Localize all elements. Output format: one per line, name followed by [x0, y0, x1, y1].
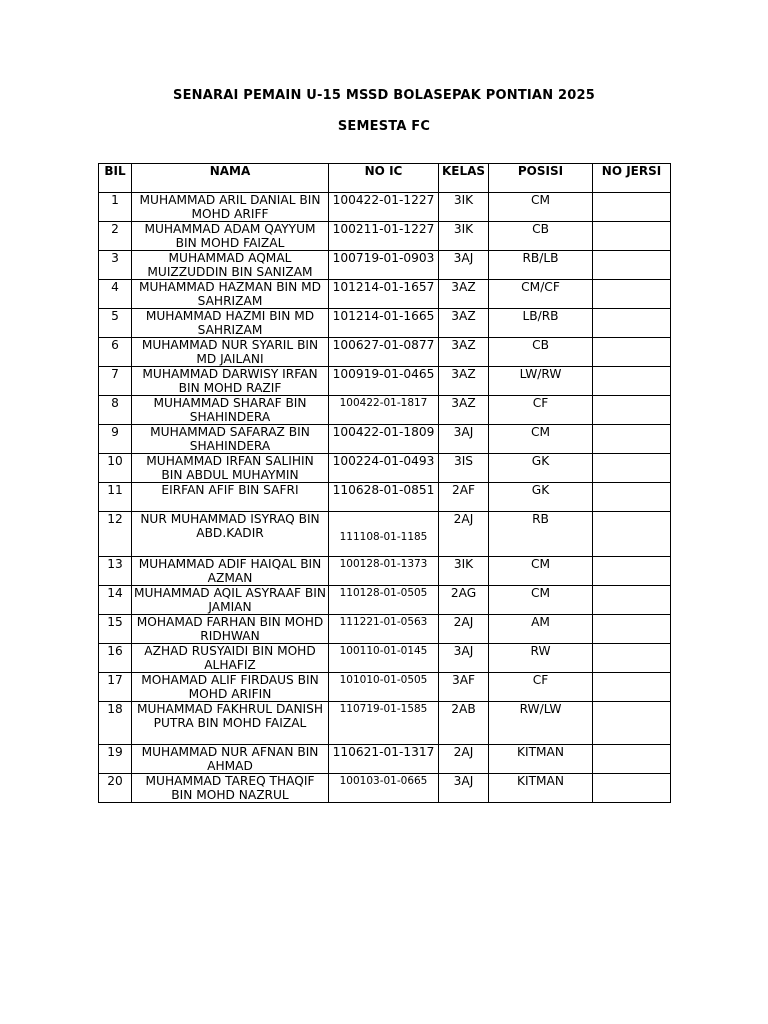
player-roster-table: [98, 163, 671, 803]
cell-nama: AZHAD RUSYAIDI BIN MOHD ALHAFIZ: [132, 644, 329, 673]
table-header-row: [99, 164, 671, 193]
cell-bil: 7: [99, 367, 132, 396]
cell-kelas: 3IK: [439, 222, 489, 251]
cell-posisi: RB/LB: [489, 251, 593, 280]
cell-bil: 2: [99, 222, 132, 251]
cell-kelas: 2AJ: [439, 745, 489, 774]
cell-bil: 17: [99, 673, 132, 702]
cell-kelas: 3IS: [439, 454, 489, 483]
cell-no-jersi: [593, 774, 671, 803]
cell-no-ic: 101214-01-1657: [329, 280, 439, 309]
cell-kelas: 2AG: [439, 586, 489, 615]
cell-posisi: CB: [489, 222, 593, 251]
header-nama: NAMA: [132, 164, 329, 193]
cell-no-jersi: [593, 512, 671, 557]
table-row: [99, 512, 671, 557]
cell-posisi: KITMAN: [489, 774, 593, 803]
table-row: [99, 673, 671, 702]
cell-kelas: 3AZ: [439, 338, 489, 367]
cell-kelas: 3AJ: [439, 774, 489, 803]
cell-kelas: 3AF: [439, 673, 489, 702]
cell-bil: 16: [99, 644, 132, 673]
cell-nama: MUHAMMAD AQMAL MUIZZUDDIN BIN SANIZAM: [132, 251, 329, 280]
table-row: [99, 338, 671, 367]
cell-no-ic: 101010-01-0505: [329, 673, 439, 702]
cell-nama: MUHAMMAD ARIL DANIAL BIN MOHD ARIFF: [132, 193, 329, 222]
cell-nama: EIRFAN AFIF BIN SAFRI: [132, 483, 329, 512]
cell-no-ic: 100110-01-0145: [329, 644, 439, 673]
cell-kelas: 3AZ: [439, 367, 489, 396]
table-row: [99, 702, 671, 745]
table-row: [99, 454, 671, 483]
cell-no-jersi: [593, 222, 671, 251]
table-row: [99, 396, 671, 425]
cell-no-ic: 110621-01-1317: [329, 745, 439, 774]
cell-no-jersi: [593, 454, 671, 483]
cell-no-jersi: [593, 280, 671, 309]
cell-kelas: 3AJ: [439, 425, 489, 454]
header-no-ic: NO IC: [329, 164, 439, 193]
table-row: [99, 483, 671, 512]
cell-no-ic: 100224-01-0493: [329, 454, 439, 483]
cell-kelas: 2AJ: [439, 512, 489, 557]
cell-bil: 10: [99, 454, 132, 483]
cell-no-ic: 100719-01-0903: [329, 251, 439, 280]
cell-posisi: RB: [489, 512, 593, 557]
cell-nama: MUHAMMAD NUR AFNAN BIN AHMAD: [132, 745, 329, 774]
cell-bil: 3: [99, 251, 132, 280]
cell-posisi: CM/CF: [489, 280, 593, 309]
table-row: [99, 774, 671, 803]
cell-nama: MUHAMMAD IRFAN SALIHIN BIN ABDUL MUHAYMIN: [132, 454, 329, 483]
table-row: [99, 425, 671, 454]
cell-bil: 8: [99, 396, 132, 425]
table-row: [99, 193, 671, 222]
cell-nama: MUHAMMAD HAZMI BIN MD SAHRIZAM: [132, 309, 329, 338]
cell-no-ic: 110719-01-1585: [329, 702, 439, 745]
table-row: [99, 586, 671, 615]
cell-nama: MUHAMMAD FAKHRUL DANISH PUTRA BIN MOHD FAIZAL: [132, 702, 329, 745]
cell-no-jersi: [593, 615, 671, 644]
cell-posisi: KITMAN: [489, 745, 593, 774]
cell-bil: 14: [99, 586, 132, 615]
cell-bil: 6: [99, 338, 132, 367]
cell-posisi: GK: [489, 483, 593, 512]
team-name: SEMESTA FC: [337, 119, 431, 134]
cell-no-ic: 100128-01-1373: [329, 557, 439, 586]
cell-bil: 12: [99, 512, 132, 557]
cell-nama: MUHAMMAD HAZMAN BIN MD SAHRIZAM: [132, 280, 329, 309]
cell-posisi: CM: [489, 557, 593, 586]
header-posisi: POSISI: [489, 164, 593, 193]
cell-kelas: 3AJ: [439, 251, 489, 280]
header-kelas: KELAS: [439, 164, 489, 193]
cell-no-jersi: [593, 251, 671, 280]
table-row: [99, 644, 671, 673]
cell-no-jersi: [593, 396, 671, 425]
document-title: SENARAI PEMAIN U-15 MSSD BOLASEPAK PONTIAN 2025: [173, 88, 595, 103]
cell-nama: MUHAMMAD ADAM QAYYUM BIN MOHD FAIZAL: [132, 222, 329, 251]
header-bil: BIL: [99, 164, 132, 193]
table-row: [99, 222, 671, 251]
cell-nama: MOHAMAD FARHAN BIN MOHD RIDHWAN: [132, 615, 329, 644]
cell-bil: 1: [99, 193, 132, 222]
cell-no-ic: 100422-01-1809: [329, 425, 439, 454]
cell-bil: 5: [99, 309, 132, 338]
cell-kelas: 3AZ: [439, 309, 489, 338]
cell-posisi: LW/RW: [489, 367, 593, 396]
table-row: [99, 367, 671, 396]
cell-kelas: 3AZ: [439, 396, 489, 425]
cell-no-jersi: [593, 367, 671, 396]
cell-no-jersi: [593, 673, 671, 702]
cell-no-jersi: [593, 702, 671, 745]
cell-posisi: CM: [489, 193, 593, 222]
cell-no-jersi: [593, 193, 671, 222]
cell-posisi: RW: [489, 644, 593, 673]
cell-no-ic: 100919-01-0465: [329, 367, 439, 396]
cell-no-jersi: [593, 338, 671, 367]
table-row: [99, 280, 671, 309]
cell-no-ic: 100422-01-1227: [329, 193, 439, 222]
cell-bil: 20: [99, 774, 132, 803]
cell-nama: MUHAMMAD SAFARAZ BIN SHAHINDERA: [132, 425, 329, 454]
cell-posisi: CM: [489, 425, 593, 454]
cell-no-jersi: [593, 425, 671, 454]
table-row: [99, 309, 671, 338]
cell-nama: MOHAMAD ALIF FIRDAUS BIN MOHD ARIFIN: [132, 673, 329, 702]
cell-no-ic: 100103-01-0665: [329, 774, 439, 803]
cell-bil: 9: [99, 425, 132, 454]
cell-no-ic: 111221-01-0563: [329, 615, 439, 644]
cell-kelas: 2AF: [439, 483, 489, 512]
cell-kelas: 2AB: [439, 702, 489, 745]
cell-nama: NUR MUHAMMAD ISYRAQ BIN ABD.KADIR: [132, 512, 329, 557]
cell-nama: MUHAMMAD ADIF HAIQAL BIN AZMAN: [132, 557, 329, 586]
cell-nama: MUHAMMAD AQIL ASYRAAF BIN JAMIAN: [132, 586, 329, 615]
cell-bil: 15: [99, 615, 132, 644]
cell-bil: 13: [99, 557, 132, 586]
cell-bil: 19: [99, 745, 132, 774]
cell-kelas: 3AZ: [439, 280, 489, 309]
cell-no-ic: 111108-01-1185: [329, 512, 439, 557]
cell-no-jersi: [593, 309, 671, 338]
cell-no-ic: 101214-01-1665: [329, 309, 439, 338]
cell-no-jersi: [593, 557, 671, 586]
cell-kelas: 3IK: [439, 193, 489, 222]
cell-no-jersi: [593, 586, 671, 615]
cell-posisi: LB/RB: [489, 309, 593, 338]
cell-no-jersi: [593, 745, 671, 774]
table-row: [99, 615, 671, 644]
table-row: [99, 557, 671, 586]
cell-posisi: RW/LW: [489, 702, 593, 745]
cell-nama: MUHAMMAD TAREQ THAQIF BIN MOHD NAZRUL: [132, 774, 329, 803]
cell-posisi: CM: [489, 586, 593, 615]
cell-posisi: CB: [489, 338, 593, 367]
cell-posisi: AM: [489, 615, 593, 644]
cell-no-ic: 110628-01-0851: [329, 483, 439, 512]
cell-posisi: GK: [489, 454, 593, 483]
cell-posisi: CF: [489, 396, 593, 425]
cell-kelas: 3AJ: [439, 644, 489, 673]
table-row: [99, 745, 671, 774]
cell-nama: MUHAMMAD SHARAF BIN SHAHINDERA: [132, 396, 329, 425]
cell-nama: MUHAMMAD NUR SYARIL BIN MD JAILANI: [132, 338, 329, 367]
cell-no-ic: 100627-01-0877: [329, 338, 439, 367]
cell-no-ic: 110128-01-0505: [329, 586, 439, 615]
cell-bil: 11: [99, 483, 132, 512]
table-row: [99, 251, 671, 280]
cell-no-jersi: [593, 483, 671, 512]
cell-bil: 4: [99, 280, 132, 309]
header-no-jersi: NO JERSI: [593, 164, 671, 193]
cell-no-ic: 100422-01-1817: [329, 396, 439, 425]
cell-bil: 18: [99, 702, 132, 745]
cell-nama: MUHAMMAD DARWISY IRFAN BIN MOHD RAZIF: [132, 367, 329, 396]
cell-posisi: CF: [489, 673, 593, 702]
cell-no-jersi: [593, 644, 671, 673]
cell-kelas: 2AJ: [439, 615, 489, 644]
cell-no-ic: 100211-01-1227: [329, 222, 439, 251]
cell-kelas: 3IK: [439, 557, 489, 586]
